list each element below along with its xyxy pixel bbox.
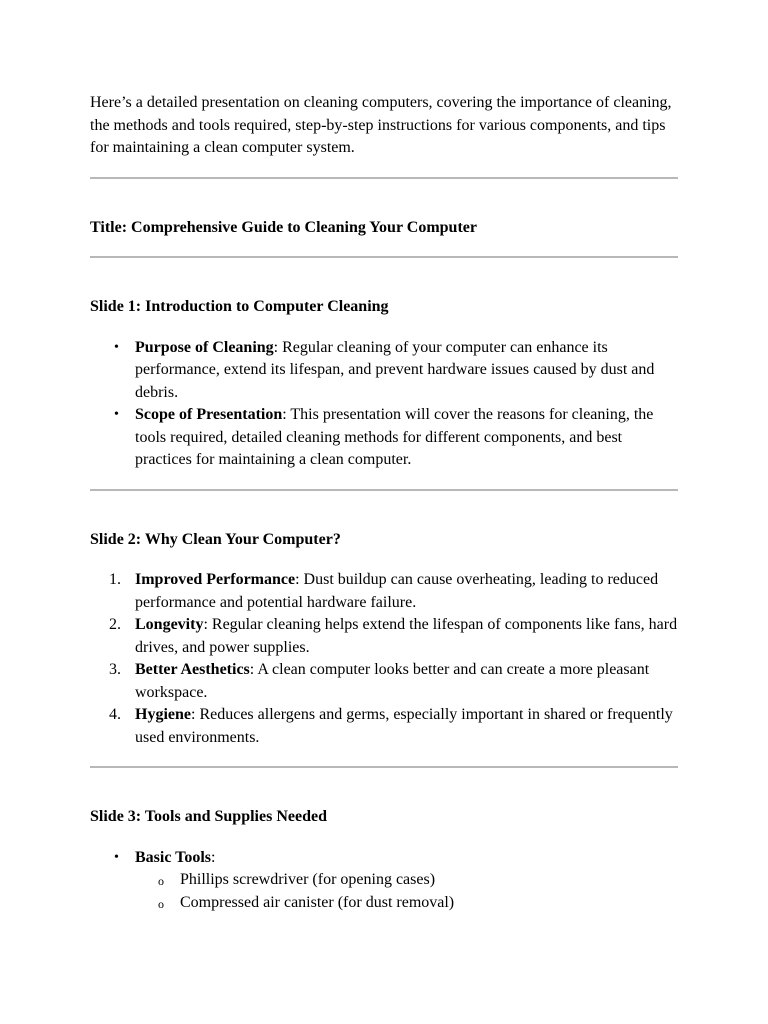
list-item	[135, 847, 678, 915]
list-item-term: Scope of Presentation	[135, 406, 283, 423]
divider	[90, 766, 678, 768]
list-item-term: Basic Tools	[135, 848, 212, 866]
list-item	[109, 659, 678, 704]
list-item	[135, 337, 678, 405]
sub-list-item: o Phillips screwdriver (for opening cases)	[180, 869, 678, 892]
list-item-text: : Dust buildup can cause overheating, leading to reduced performance and potential hardware failure.	[135, 571, 659, 611]
list-item-term: Better Aesthetics	[135, 661, 250, 678]
divider	[90, 256, 678, 258]
list-item-text: : A clean computer looks better and can create a more pleasant workspace.	[135, 661, 650, 701]
list-item	[135, 404, 678, 472]
list-item-term: Hygiene	[135, 706, 191, 723]
divider	[90, 489, 678, 491]
document-title: Title: Comprehensive Guide to Cleaning Your Computer	[90, 218, 477, 236]
slide1-list	[90, 337, 678, 472]
slide3-list	[90, 847, 678, 915]
list-number: 2.	[109, 616, 121, 633]
sub-list	[135, 869, 678, 914]
list-item-term: Longevity	[135, 616, 204, 633]
list-number: 4.	[109, 706, 121, 723]
list-item	[109, 569, 678, 614]
list-item	[109, 614, 678, 659]
list-number: 3.	[109, 661, 121, 678]
list-item-text: : This presentation will cover the reasons for cleaning, the tools required, detailed cleaning methods for different components, and best practices for maintaining a clean computer.	[135, 406, 654, 468]
divider	[90, 177, 678, 179]
list-item-term: Purpose of Cleaning	[135, 338, 274, 356]
list-number: 1.	[109, 571, 121, 588]
list-item-text: :	[211, 848, 216, 866]
list-item-term: Improved Performance	[135, 571, 296, 588]
sub-list-item: o Compressed air canister (for dust removal)	[180, 892, 678, 915]
slide2-list	[90, 569, 678, 749]
slide3-heading: Slide 3: Tools and Supplies Needed	[90, 808, 327, 825]
list-item-text: : Regular cleaning of your computer can enhance its performance, extend its lifespan, and prevent hardware issues caused by dust and debris.	[135, 338, 655, 401]
list-item-text: : Reduces allergens and germs, especially important in shared or frequently used environments.	[135, 706, 673, 746]
intro-paragraph: Here’s a detailed presentation on cleaning computers, covering the importance of cleaning, the methods and tools required, step-by-step instructions for various components, and tips for maintaining a clean computer system.	[90, 94, 672, 156]
slide1-heading: Slide 1: Introduction to Computer Cleaning	[90, 298, 389, 315]
list-item	[109, 704, 678, 749]
slide2-heading: Slide 2: Why Clean Your Computer?	[90, 530, 341, 548]
list-item-text: : Regular cleaning helps extend the lifespan of components like fans, hard drives, and power supplies.	[135, 616, 678, 656]
